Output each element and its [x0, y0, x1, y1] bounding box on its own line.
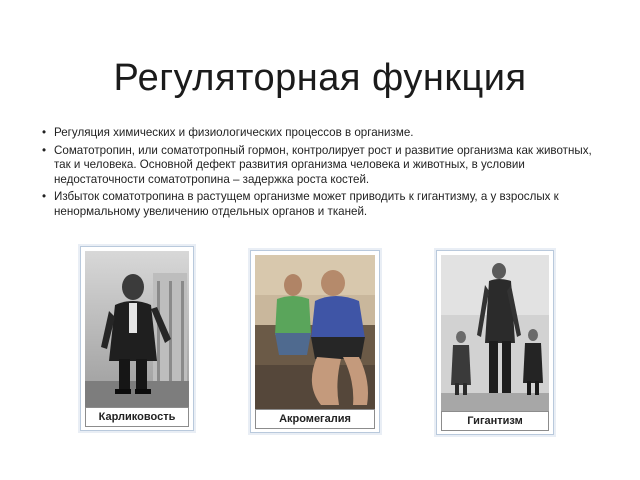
gigantism-photo [441, 255, 549, 413]
bullet-item [40, 190, 608, 219]
bullet-text: Соматотропин, или соматотропный гормон, контролирует рост и развитие организма как животных, так и человека. Основной дефект развития организма человека и животных, в условии недостаточности соматотропина – задержка роста костей. [54, 143, 592, 186]
bullet-marker: • [42, 126, 47, 139]
photo-caption: Гигантизм [441, 411, 549, 431]
bullet-marker: • [42, 190, 47, 203]
bullet-list [40, 126, 608, 222]
photo-caption: Акромегалия [255, 409, 375, 429]
dwarfism-photo [85, 251, 189, 409]
photo-card-gigantism [436, 250, 554, 435]
photo-card-acromegaly [250, 250, 380, 433]
photo-caption: Карликовость [85, 407, 189, 427]
bullet-text: Регуляция химических и физиологических процессов в организме. [54, 126, 414, 139]
bullet-item [40, 126, 608, 141]
bullet-item [40, 144, 608, 188]
photo-card-dwarfism [80, 246, 194, 431]
slide-title: Регуляторная функция [113, 57, 527, 99]
bullet-marker: • [42, 143, 47, 157]
bullet-text: Избыток соматотропина в растущем организме может приводить к гигантизму, а у взрослых к ненормальному увеличению отдельных органов и тканей. [54, 190, 559, 218]
acromegaly-photo [255, 255, 375, 411]
